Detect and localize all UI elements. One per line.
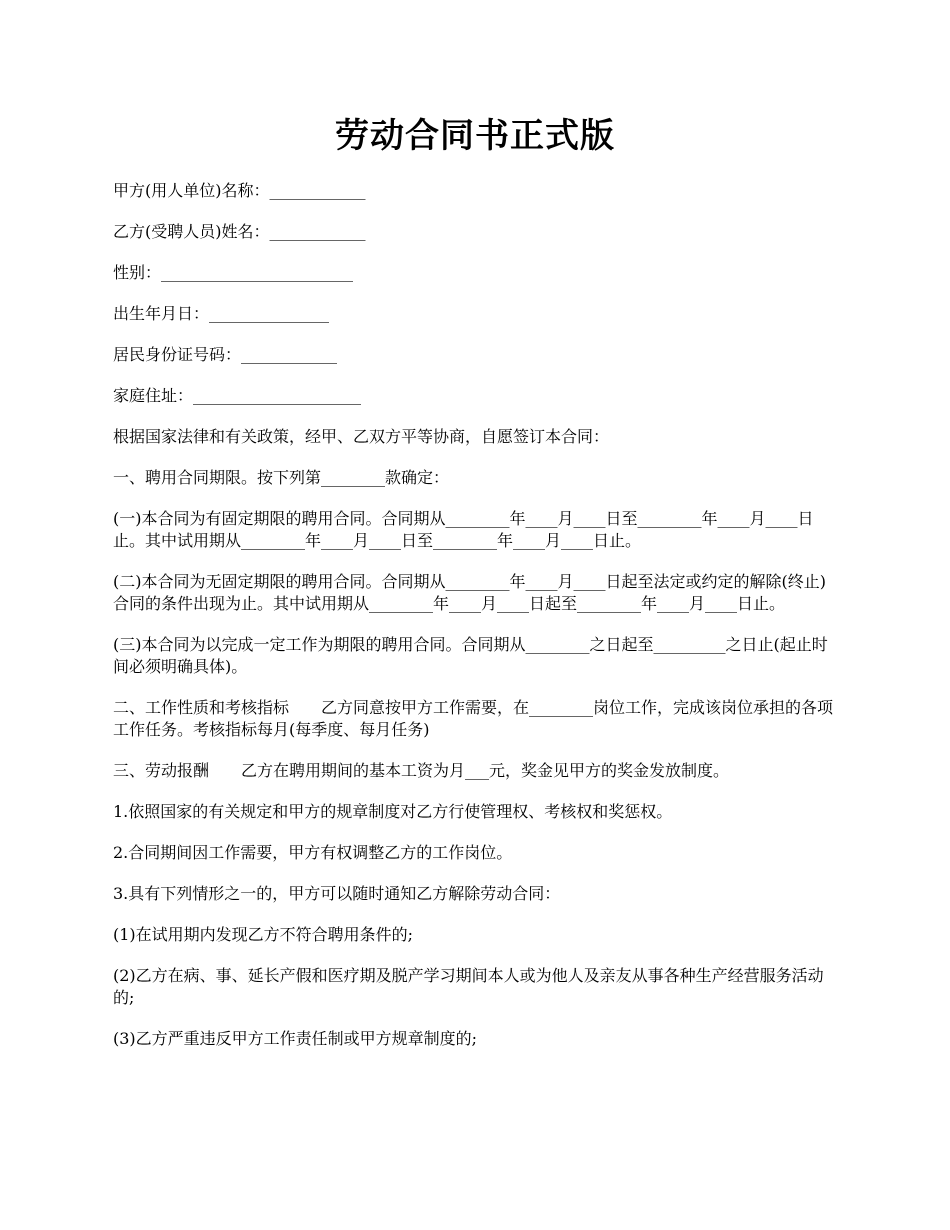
clause-2-work-nature: 二、工作性质和考核指标 乙方同意按甲方工作需要，在________岗位工作，完成该岗位承担的各项工作任务。考核指标每月(每季度、每月任务) bbox=[113, 698, 834, 739]
clause-1-fixed-term: (一)本合同为有固定期限的聘用合同。合同期从________年____月____日至________年____月____日止。其中试用期从________年____月____日至________年____月____日止。 bbox=[113, 509, 814, 550]
right-item-2: 2.合同期间因工作需要，甲方有权调整乙方的工作岗位。 bbox=[113, 843, 513, 862]
field-party-b-name: 乙方(受聘人员)姓名：____________ bbox=[113, 222, 366, 241]
right-item-3: 3.具有下列情形之一的，甲方可以随时通知乙方解除劳动合同： bbox=[113, 884, 561, 903]
field-id-number: 居民身份证号码：____________ bbox=[113, 345, 338, 364]
field-birth-date: 出生年月日：_______________ bbox=[113, 304, 330, 323]
right-item-1: 1.依照国家的有关规定和甲方的规章制度对乙方行使管理权、考核权和奖惩权。 bbox=[113, 802, 673, 821]
document-body bbox=[113, 180, 839, 1069]
field-home-address: 家庭住址：_____________________ bbox=[113, 386, 362, 405]
termination-case-3: (3)乙方严重违反甲方工作责任制或甲方规章制度的; bbox=[113, 1029, 478, 1048]
termination-case-2: (2)乙方在病、事、延长产假和医疗期及脱产学习期间本人或为他人及亲友从事各种生产经营服务活动的; bbox=[113, 966, 824, 1007]
field-party-a-name: 甲方(用人单位)名称：____________ bbox=[113, 181, 366, 200]
clause-3-remuneration: 三、劳动报酬 乙方在聘用期间的基本工资为月___元，奖金见甲方的奖金发放制度。 bbox=[113, 761, 730, 780]
preamble-paragraph: 根据国家法律和有关政策，经甲、乙双方平等协商，自愿签订本合同： bbox=[113, 427, 610, 446]
termination-case-1: (1)在试用期内发现乙方不符合聘用条件的; bbox=[113, 925, 414, 944]
clause-1-open-term: (二)本合同为无固定期限的聘用合同。合同期从________年____月____日起至法定或约定的解除(终止)合同的条件出现为止。其中试用期从________年____月____日起至________年____月____日止。 bbox=[113, 572, 826, 613]
clause-1-task-term: (三)本合同为以完成一定工作为期限的聘用合同。合同期从________之日起至_________之日止(起止时间必须明确具体)。 bbox=[113, 635, 828, 676]
field-gender: 性别：________________________ bbox=[113, 263, 354, 282]
document-title: 劳动合同书正式版 bbox=[335, 116, 615, 156]
clause-1-heading: 一、聘用合同期限。按下列第________款确定： bbox=[113, 468, 450, 487]
